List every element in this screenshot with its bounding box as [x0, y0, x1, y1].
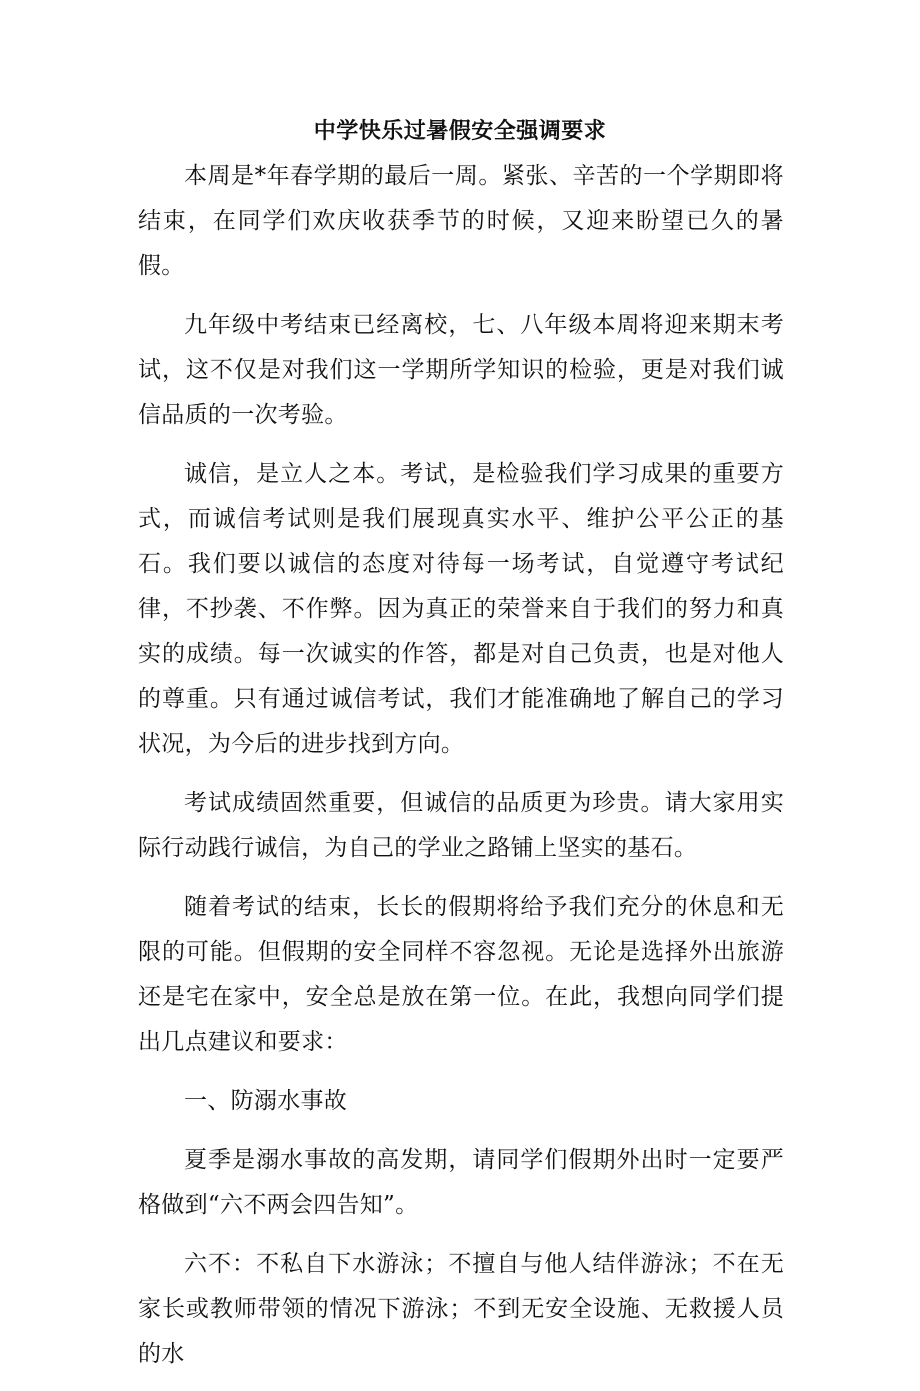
paragraph-drowning-intro: 夏季是溺水事故的高发期，请同学们假期外出时一定要严格做到“六不两会四告知”。	[138, 1147, 784, 1218]
paragraph-integrity-summary: 考试成绩固然重要，但诚信的品质更为珍贵。请大家用实际行动践行诚信，为自己的学业之路铺上坚实的基石。	[138, 790, 784, 861]
document-body	[138, 154, 784, 1391]
paragraph-six-donts: 六不：不私自下水游泳；不擅自与他人结伴游泳；不在无家长或教师带领的情况下游泳；不到无安全设施、无救援人员的水	[138, 1251, 784, 1367]
paragraph-vacation-safety: 随着考试的结束，长长的假期将给予我们充分的休息和无限的可能。但假期的安全同样不容忽视。无论是选择外出旅游还是宅在家中，安全总是放在第一位。在此，我想向同学们提出几点建议和要求：	[138, 894, 784, 1055]
paragraph-integrity: 诚信，是立人之本。考试，是检验我们学习成果的重要方式，而诚信考试则是我们展现真实水平、维护公平公正的基石。我们要以诚信的态度对待每一场考试，自觉遵守考试纪律，不抄袭、不作弊。因为真正的荣誉来自于我们的努力和真实的成绩。每一次诚实的作答，都是对自己负责，也是对他人的尊重。只有通过诚信考试，我们才能准确地了解自己的学习状况，为今后的进步找到方向。	[138, 461, 784, 757]
document-title: 中学快乐过暑假安全强调要求	[313, 118, 607, 144]
paragraph-intro: 本周是*年春学期的最后一周。紧张、辛苦的一个学期即将结束，在同学们欢庆收获季节的时候，又迎来盼望已久的暑假。	[138, 163, 784, 279]
section-heading-drowning: 一、防溺水事故	[184, 1088, 348, 1114]
paragraph-exams: 九年级中考结束已经离校，七、八年级本周将迎来期末考试，这不仅是对我们这一学期所学知识的检验，更是对我们诚信品质的一次考验。	[138, 312, 784, 428]
